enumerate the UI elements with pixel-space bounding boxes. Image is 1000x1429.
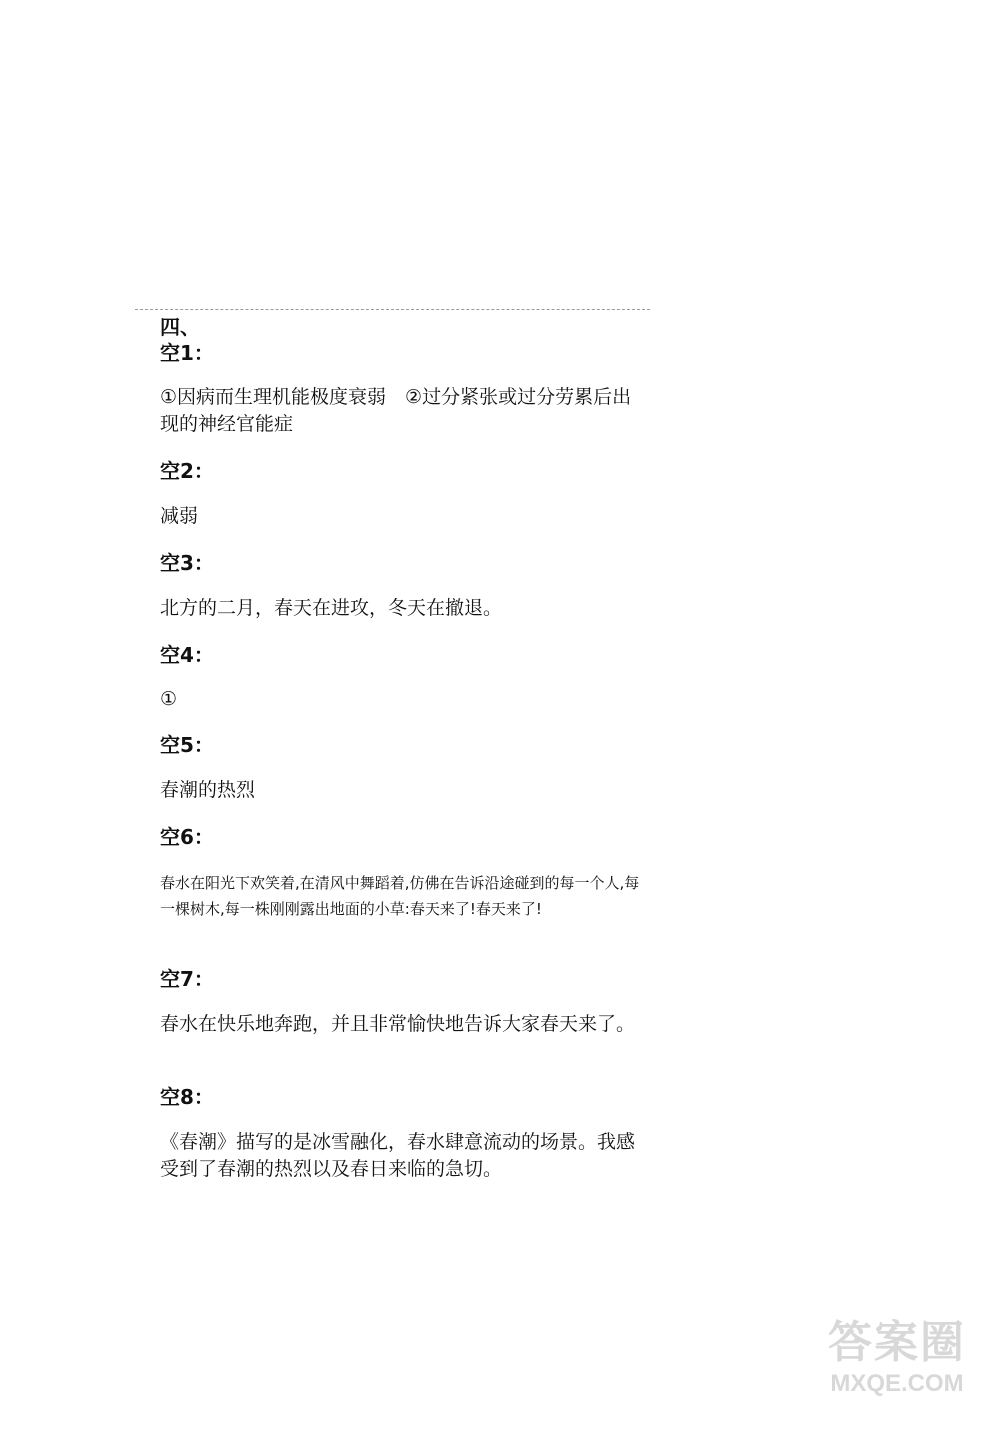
blank-2-answer: 减弱 — [160, 505, 199, 527]
blank-8-answer: 《春潮》描写的是冰雪融化，春水肆意流动的场景。我感受到了春潮的热烈以及春日来临的急切。 — [160, 1131, 636, 1180]
blank-1-answer: ①因病而生理机能极度衰弱 ②过分紧张或过分劳累后出现的神经官能症 — [160, 386, 632, 435]
blank-3-answer: 北方的二月，春天在进攻，冬天在撤退。 — [160, 597, 503, 619]
blank-3-label: 空3： — [160, 551, 214, 575]
blank-4-answer: ① — [160, 688, 178, 710]
blank-5-label: 空5： — [160, 733, 214, 757]
blank-8-label: 空8： — [160, 1085, 214, 1109]
blank-7-answer: 春水在快乐地奔跑，并且非常愉快地告诉大家春天来了。 — [160, 1013, 636, 1035]
blank-6-answer: 春水在阳光下欢笑着,在清风中舞蹈着,仿佛在告诉沿途碰到的每一个人,每一棵树木,每一株刚刚露出地面的小草:春天来了!春天来了! — [160, 874, 640, 918]
blank-6-label: 空6： — [160, 825, 214, 849]
blank-7-label: 空7： — [160, 967, 214, 991]
dashed-divider — [135, 309, 650, 310]
blank-1-label: 空1： — [160, 341, 214, 365]
section-heading: 四、 — [160, 315, 200, 339]
watermark-bottom-text: MXQE.COM — [830, 1370, 964, 1397]
watermark-logo — [812, 1317, 982, 1417]
watermark-top-text: 答案圈 — [828, 1318, 966, 1367]
blank-4-label: 空4： — [160, 643, 214, 667]
blank-2-label: 空2： — [160, 459, 214, 483]
blank-5-answer: 春潮的热烈 — [160, 779, 256, 801]
